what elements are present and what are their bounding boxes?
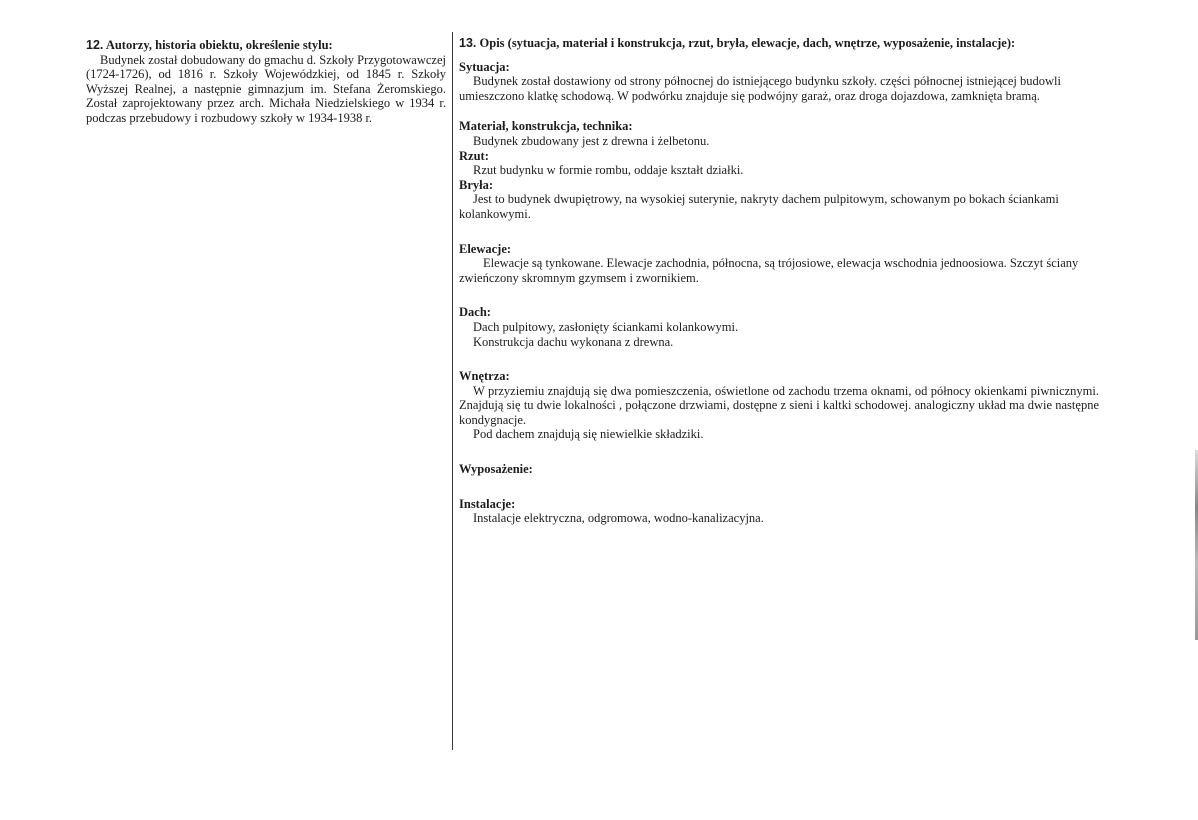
elewacje-text: Elewacje są tynkowane. Elewacje zachodnia, północna, są trójosiowe, elewacja wschodnia jednoosiowa. Szczyt ściany zwieńczony skromnym gzymsem i zwornikiem. (459, 256, 1079, 285)
sytuacja-text: Budynek został dostawiony od strony północnej do istniejącego budynku szkoły. części północnej istniejącej budowli umieszczono klatkę schodową. W podwórku znajduje się podwójny garaż, oraz droga dojazdowa, zamknięta bramą. (459, 74, 1061, 103)
dach-line1: Dach pulpitowy, zasłonięty ściankami kolankowymi. (473, 319, 739, 334)
elewacje-label: Elewacje: (459, 241, 512, 256)
wyposazenie-label: Wyposażenie: (459, 462, 533, 477)
material-label: Materiał, konstrukcja, technika: (459, 119, 633, 134)
section-13-number: 13. (459, 36, 477, 50)
section-13-heading (459, 36, 1099, 51)
rzut-label: Rzut: (459, 148, 489, 163)
column-divider (452, 32, 453, 750)
dach-line2: Konstrukcja dachu wykonana z drewna. (473, 334, 674, 349)
wnetrza-line2: Pod dachem znajdują się niewielkie składziki. (473, 427, 704, 442)
section-12-text: Budynek został dobudowany do gmachu d. Szkoły Przygotowawczej (1724-1726), od 1816 r. Szkoły Wojewódzkiej, od 1845 r. Szkoły Wyższej Realnej, a następnie gimnazjum im. Stefana Żeromskiego. Został zaprojektowany przez arch. Michała Niedzielskiego w 1934 r. podczas przebudowy i rozbudowy szkoły w 1934-1938 r. (86, 52, 446, 125)
wnetrza-text: W przyziemiu znajdują się dwa pomieszczenia, oświetlone od zachodu trzema oknami, od północy okienkami piwnicznymi. Znajdują się tu dwie lokalności , połączone drzwiami, dostępne z sieni i kaltki schodowej. analogiczny układ ma dwie następne kondygnacje. (459, 383, 1099, 427)
rzut-text: Rzut budynku w formie rombu, oddaje kształt działki. (473, 163, 744, 178)
bryla-text: Jest to budynek dwupiętrowy, na wysokiej suterynie, nakryty dachem pulpitowym, schowanym po bokach ściankami kolankowymi. (459, 192, 1059, 221)
section-12-number: 12. (86, 38, 104, 52)
sytuacja-label: Sytuacja: (459, 59, 510, 74)
dach-label: Dach: (459, 305, 491, 320)
section-13 (459, 36, 1099, 526)
section-13-title: Opis (sytuacja, materiał i konstrukcja, rzut, bryła, elewacje, dach, wnętrze, wyposażenie, instalacje): (479, 36, 1016, 50)
instalacje-label: Instalacje: (459, 496, 516, 511)
section-12 (86, 38, 446, 126)
wnetrza-label: Wnętrza: (459, 369, 510, 384)
section-12-title: Autorzy, historia obiektu, określenie stylu: (105, 38, 333, 52)
bryla-label: Bryła: (459, 177, 494, 192)
material-text: Budynek zbudowany jest z drewna i żelbetonu. (473, 133, 710, 148)
instalacje-text: Instalacje elektryczna, odgromowa, wodno-kanalizacyjna. (473, 511, 764, 526)
section-12-heading (86, 38, 446, 53)
